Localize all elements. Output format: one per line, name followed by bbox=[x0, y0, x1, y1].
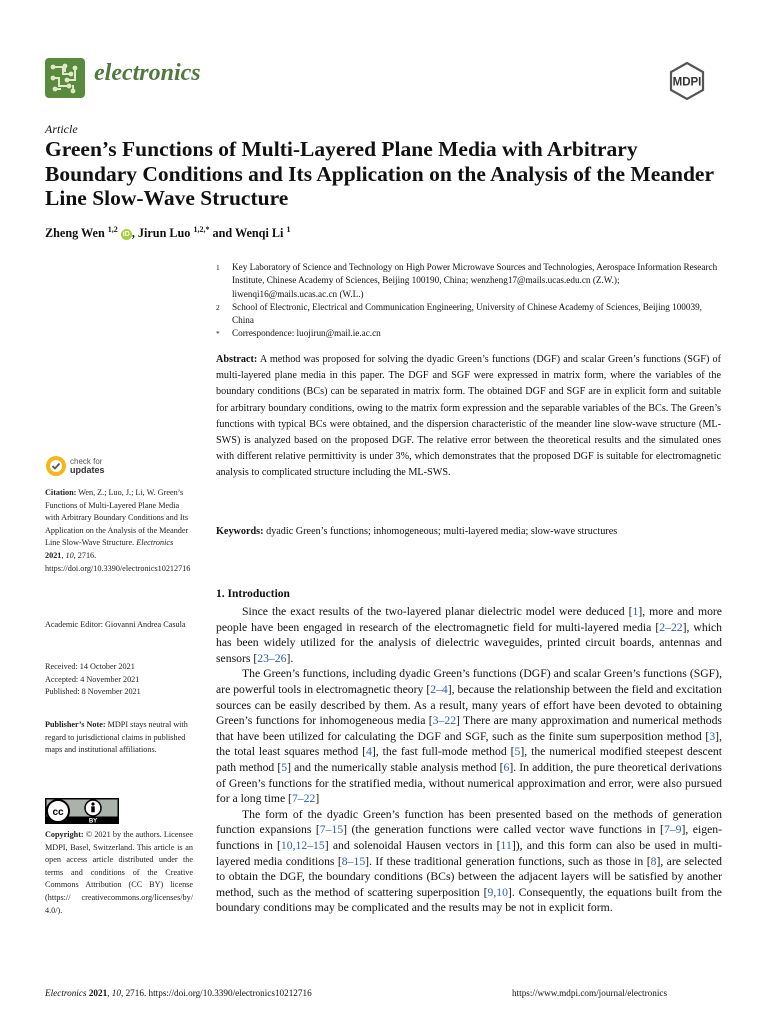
check-for-updates-badge[interactable] bbox=[45, 455, 155, 481]
copyright-label: Copyright: bbox=[45, 830, 84, 839]
check-for-updates-text bbox=[70, 457, 105, 475]
publisher-note-label: Publisher’s Note: bbox=[45, 720, 106, 729]
author-name: Jirun Luo bbox=[137, 226, 191, 241]
reference-link[interactable]: 7–9 bbox=[663, 823, 682, 837]
reference-link[interactable]: 8 bbox=[650, 854, 657, 868]
abstract-label: Abstract: bbox=[216, 354, 258, 365]
reference-link[interactable]: 3 bbox=[709, 729, 716, 743]
author-separator: and bbox=[212, 226, 235, 241]
footer-journal-url[interactable]: https://www.mdpi.com/journal/electronics bbox=[512, 988, 668, 998]
paragraph-text: ], the total least squares method [ bbox=[216, 729, 722, 759]
affiliation-item bbox=[216, 301, 721, 328]
reference-link[interactable]: 5 bbox=[514, 745, 521, 759]
footer-year: 2021 bbox=[86, 988, 108, 998]
affiliation-mark: * bbox=[216, 329, 220, 339]
date-published: Published: 8 November 2021 bbox=[45, 687, 141, 697]
affiliation-text: Key Laboratory of Science and Technology on High Power Microwave Sources and Technologies, Aerospace Information Research Institute, Chinese Academy of Sciences, Beijing 100190, China; wenzheng17@mails.ucas.edu.cn (Z.W.); liwenqi16@mails.ucas.ac.cn (W.L.) bbox=[232, 262, 718, 299]
reference-link[interactable]: 10,12–15 bbox=[280, 838, 325, 852]
reference-link[interactable]: 9,10 bbox=[487, 885, 508, 899]
author-affil-mark: 1,2,* bbox=[193, 225, 210, 234]
paragraph-text: ] (the generation functions were called vector wave functions in [ bbox=[343, 823, 664, 837]
reference-link[interactable]: 8–15 bbox=[341, 854, 366, 868]
paragraph bbox=[216, 604, 722, 666]
reference-link[interactable]: 3–22 bbox=[432, 714, 457, 728]
paragraph-text: ], the fast full-mode method [ bbox=[371, 745, 515, 759]
reference-link[interactable]: 7–22 bbox=[291, 792, 316, 806]
dates bbox=[45, 661, 193, 699]
keywords-text: dyadic Green’s functions; inhomogeneous; multi-layered media; slow-wave structures bbox=[263, 526, 618, 537]
reference-link[interactable]: 7–15 bbox=[319, 823, 344, 837]
citation-volume: , 10 bbox=[61, 550, 74, 560]
paragraph-text: The Green’s functions, including dyadic Green’s functions (DGF) and scalar Green’s functions (SGF), are powerful tools in electromagnetic theory [ bbox=[216, 667, 722, 696]
paragraph-text: ], are selected to obtain the DGF, the boundary conditions (BCs) between the adjacent layers will be satisfied by another method, such as the method of scattering superposition [ bbox=[216, 854, 722, 899]
reference-link[interactable]: 1 bbox=[632, 605, 639, 618]
author-list bbox=[45, 225, 290, 241]
paragraph-text: ], eigen-functions in [ bbox=[216, 823, 722, 852]
paragraph-text: ], the numerical modified steepest descent path method [ bbox=[216, 745, 722, 774]
paragraph-text: ]. Consequently, the equations built from the boundary conditions may be complicated and the results may be not in explicit form. bbox=[216, 885, 722, 915]
date-accepted: Accepted: 4 November 2021 bbox=[45, 674, 140, 684]
reference-link[interactable]: 5 bbox=[281, 760, 288, 774]
paragraph bbox=[216, 666, 722, 806]
paragraph-text: ]. If these traditional generation functions, such as those in [ bbox=[365, 854, 651, 868]
affiliation-item bbox=[216, 261, 721, 301]
author-affil-mark: 1,2 bbox=[107, 225, 118, 234]
paragraph-text: ]. In addition, the pure theoretical derivations of Green’s functions for the stratified media, without numerical approximation and error, were also pursued for a long time [ bbox=[216, 760, 722, 806]
check-for-updates-icon bbox=[45, 455, 67, 477]
mdpi-logo-icon bbox=[667, 61, 707, 101]
paragraph-text: The form of the dyadic Green’s function has been presented based on the methods of generation function expansions [ bbox=[216, 807, 722, 837]
date-received: Received: 14 October 2021 bbox=[45, 662, 135, 671]
paragraph-text: ]. bbox=[286, 651, 294, 665]
citation-text: Wen, Z.; Luo, J.; Li, W. Green’s Functions of Multi-Layered Plane Media with Arbitrary Boundary Conditions and Its Application on the Analysis of the Meander Line Slow-Wave Structure. bbox=[45, 488, 189, 548]
section-heading: 1. Introduction bbox=[216, 588, 290, 600]
paragraph-text: ] and solenoidal Hausen vectors in [ bbox=[324, 838, 501, 852]
page-title: Green’s Functions of Multi-Layered Plane Media with Arbitrary Boundary Conditions and Its Application on the Analysis of the Meander Line Slow-Wave Structure bbox=[45, 137, 714, 210]
reference-link[interactable]: 2–22 bbox=[659, 620, 683, 634]
paragraph-text: ] and the numerically stable analysis method [ bbox=[287, 760, 504, 774]
paragraph-text: ] bbox=[315, 792, 320, 806]
check-line-2: updates bbox=[70, 465, 105, 475]
journal-name: electronics bbox=[94, 60, 201, 86]
reference-link[interactable]: 6 bbox=[503, 760, 510, 774]
reference-link[interactable]: 2–4 bbox=[430, 682, 448, 696]
publisher-note-text: MDPI stays neutral with regard to jurisdictional claims in published maps and institutional affiliations. bbox=[45, 720, 188, 755]
cc-by-text: BY bbox=[88, 818, 98, 824]
abstract-text: A method was proposed for solving the dyadic Green’s functions (DGF) and scalar Green’s functions (SGF) of multi-layered plane media in this paper. The DGF and SGF were expressed in matrix form, where the variables of the boundary conditions (BCs) can be separated in matrix form. The obtained DGF and SGF are in explicit form and suitable for arbitrary boundary conditions, owing to the matrix form expression and the separable variables of the BCs. The Green’s functions with typical BCs were obtained, and the dispersion characteristic of the meander line slow-wave structure (ML-SWS) is analyzed based on the proposed DGF. The relative error between the theoretical results and the simulated ones with different relative permittivity is under 3%, which demonstrates that the proposed DGF is suitable for electromagnetic analysis to complicated structure including the ML-SWS. bbox=[216, 354, 721, 479]
affiliation-mark: 2 bbox=[216, 302, 220, 312]
affiliation-text: School of Electronic, Electrical and Communication Engineering, University of Chinese Academy of Sciences, Beijing 100039, China bbox=[232, 301, 702, 326]
citation-journal: Electronics bbox=[136, 538, 174, 548]
citation-label: Citation: bbox=[45, 488, 77, 497]
affiliation-item bbox=[216, 327, 721, 340]
footer-citation bbox=[45, 988, 312, 998]
author-separator: , bbox=[131, 226, 138, 241]
copyright bbox=[45, 829, 193, 917]
paragraph-text: ]), and this form can also be used in multi-layered media conditions [ bbox=[216, 838, 722, 868]
body-text bbox=[216, 604, 722, 916]
orcid-icon[interactable]: iD bbox=[122, 231, 130, 239]
author-name: Wenqi Li bbox=[234, 226, 284, 241]
affiliation-text: Correspondence: luojirun@mail.ie.ac.cn bbox=[232, 328, 381, 339]
keywords bbox=[216, 526, 721, 537]
publisher-note bbox=[45, 719, 193, 757]
affiliations bbox=[216, 261, 721, 341]
paragraph-text: ], more and more people have been engaged in research of the electromagnetic field for multi-layered media [ bbox=[216, 605, 722, 634]
journal-logo-icon bbox=[45, 58, 85, 98]
article-type: Article bbox=[45, 122, 78, 136]
reference-link[interactable]: 11 bbox=[500, 838, 512, 852]
reference-link[interactable]: 4 bbox=[366, 745, 372, 759]
author-affil-mark: 1 bbox=[286, 225, 291, 234]
paragraph-text: ], because the relationship between the field and excitation sources can be easily described by them. As a result, many years of effort have been devoted to obtaining Green’s functions for inhomogeneous media [ bbox=[216, 682, 722, 728]
affiliation-mark: 1 bbox=[216, 263, 220, 272]
footer-doi[interactable]: , 2716. https://doi.org/10.3390/electronics10212716 bbox=[120, 988, 312, 998]
check-line-1: check for bbox=[70, 457, 103, 466]
academic-editor: Academic Editor: Giovanni Andrea Casula bbox=[45, 620, 186, 629]
paragraph-text: Since the exact results of the two-layered planar dielectric model were deduced [ bbox=[242, 605, 633, 618]
mdpi-logo-text: MDPI bbox=[672, 76, 702, 89]
keywords-label: Keywords: bbox=[216, 526, 264, 537]
citation-doi[interactable]: , 2716. https://doi.org/10.3390/electronics10212716 bbox=[45, 550, 191, 573]
footer-volume: , 10 bbox=[107, 988, 121, 998]
copyright-text: © 2021 by the authors. Licensee MDPI, Basel, Switzerland. This article is an open access article distributed under the terms and conditions of the Creative Commons Attribution (CC BY) license (https:// creativecommons.org/licenses/by/ 4.0/). bbox=[45, 830, 193, 915]
paragraph-text: ], which has been widely utilized for the analysis of dielectric waveguides, printed circuit boards, antennas and sensors [ bbox=[216, 620, 722, 665]
cc-by-license-icon[interactable] bbox=[45, 798, 119, 824]
author-name: Zheng Wen bbox=[45, 226, 105, 241]
paragraph-text: ] There are many approximation and numerical methods that have been utilized for calculating the DGF and SGF, such as the finite sum superposition method [ bbox=[216, 714, 722, 743]
citation bbox=[45, 487, 193, 575]
citation-year: 2021 bbox=[45, 550, 62, 560]
svg-text:cc: cc bbox=[52, 807, 64, 818]
paragraph bbox=[216, 807, 722, 916]
reference-link[interactable]: 23–26 bbox=[257, 651, 287, 665]
abstract bbox=[216, 352, 721, 482]
footer-journal: Electronics bbox=[45, 988, 87, 998]
